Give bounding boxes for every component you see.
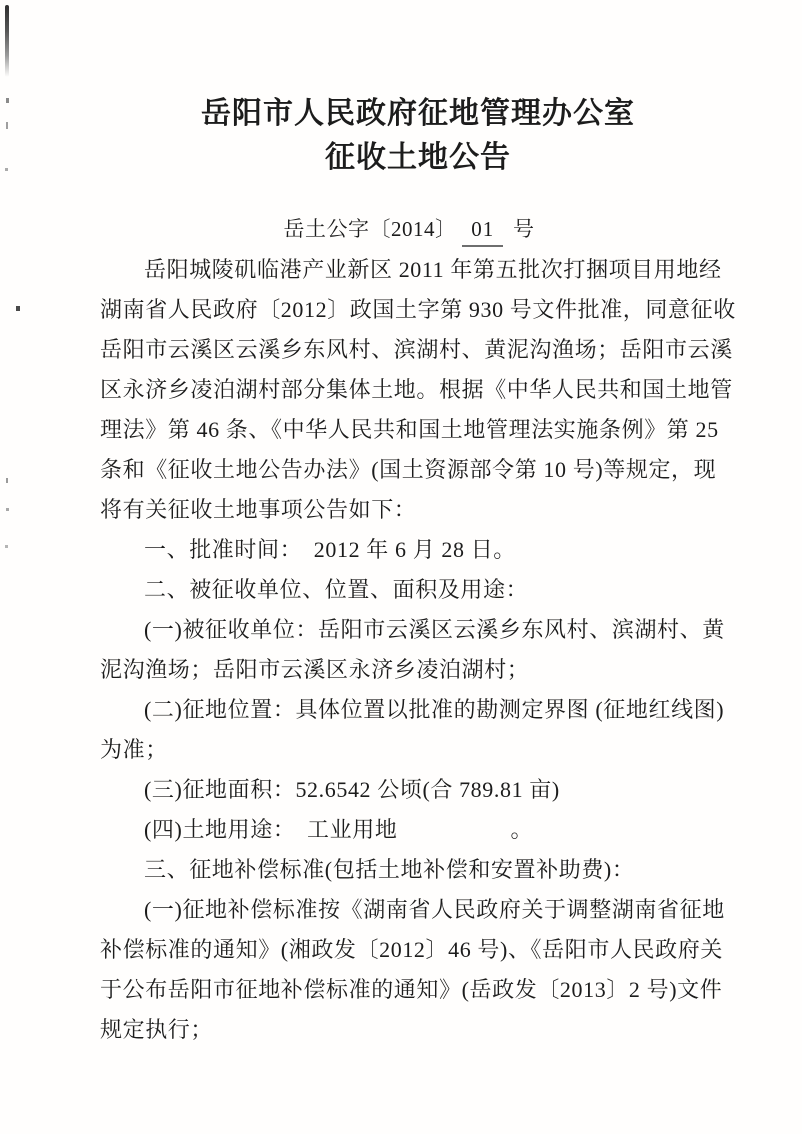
body-line: 三、征地补偿标准(包括土地补偿和安置补助费)： — [144, 857, 635, 882]
body-line: (三)征地面积：52.6542 公顷(合 789.81 亩) — [144, 777, 560, 802]
doc-number-prefix: 岳土公字〔2014〕 — [283, 217, 457, 241]
scan-artifact-streak — [5, 5, 9, 77]
body-line: (二)征地位置：具体位置以批准的勘测定界图 (征地红线图) — [144, 697, 725, 722]
body-line: (四)土地用途： 工业用地 。 — [144, 817, 534, 842]
body-line: 湖南省人民政府〔2012〕政国土字第 930 号文件批准，同意征收 — [100, 297, 736, 322]
body-line: 岳阳市云溪区云溪乡东风村、滨湖村、黄泥沟渔场；岳阳市云溪 — [100, 337, 733, 362]
scan-artifact-speck — [6, 508, 9, 511]
body-line: (一)征地补偿标准按《湖南省人民政府关于调整湖南省征地 — [144, 897, 725, 922]
document-title — [0, 92, 802, 180]
body-line: 一、批准时间： 2012 年 6 月 28 日。 — [144, 537, 516, 562]
body-line: 理法》第 46 条、《中华人民共和国土地管理法实施条例》第 25 — [100, 417, 719, 442]
document-number-line — [0, 213, 802, 247]
document-body — [100, 250, 740, 1050]
title-line-2: 征收土地公告 — [325, 141, 511, 174]
body-line: (一)被征收单位：岳阳市云溪区云溪乡东风村、滨湖村、黄 — [144, 617, 725, 642]
scan-artifact-speck — [5, 545, 8, 548]
title-line-1: 岳阳市人民政府征地管理办公室 — [201, 97, 635, 130]
body-line: 将有关征收土地事项公告如下： — [100, 497, 417, 522]
body-line: 补偿标准的通知》(湘政发〔2012〕46 号)、《岳阳市人民政府关 — [100, 937, 723, 962]
scan-artifact-speck — [6, 478, 8, 483]
body-line: 条和《征收土地公告办法》(国土资源部令第 10 号)等规定，现 — [100, 457, 717, 482]
body-line: 为准； — [100, 737, 168, 762]
scan-artifact-speck — [16, 306, 20, 311]
body-line: 区永济乡凌泊湖村部分集体土地。根据《中华人民共和国土地管 — [100, 377, 733, 402]
body-line: 泥沟渔场；岳阳市云溪区永济乡凌泊湖村； — [100, 657, 530, 682]
doc-number-value: 01 — [462, 213, 503, 247]
body-line: 岳阳城陵矶临港产业新区 2011 年第五批次打捆项目用地经 — [144, 257, 722, 282]
body-line: 于公布岳阳市征地补偿标准的通知》(岳政发〔2013〕2 号)文件 — [100, 977, 723, 1002]
doc-number-suffix: 号 — [513, 217, 535, 241]
body-line: 规定执行； — [100, 1017, 214, 1042]
body-line: 二、被征收单位、位置、面积及用途： — [144, 577, 529, 602]
